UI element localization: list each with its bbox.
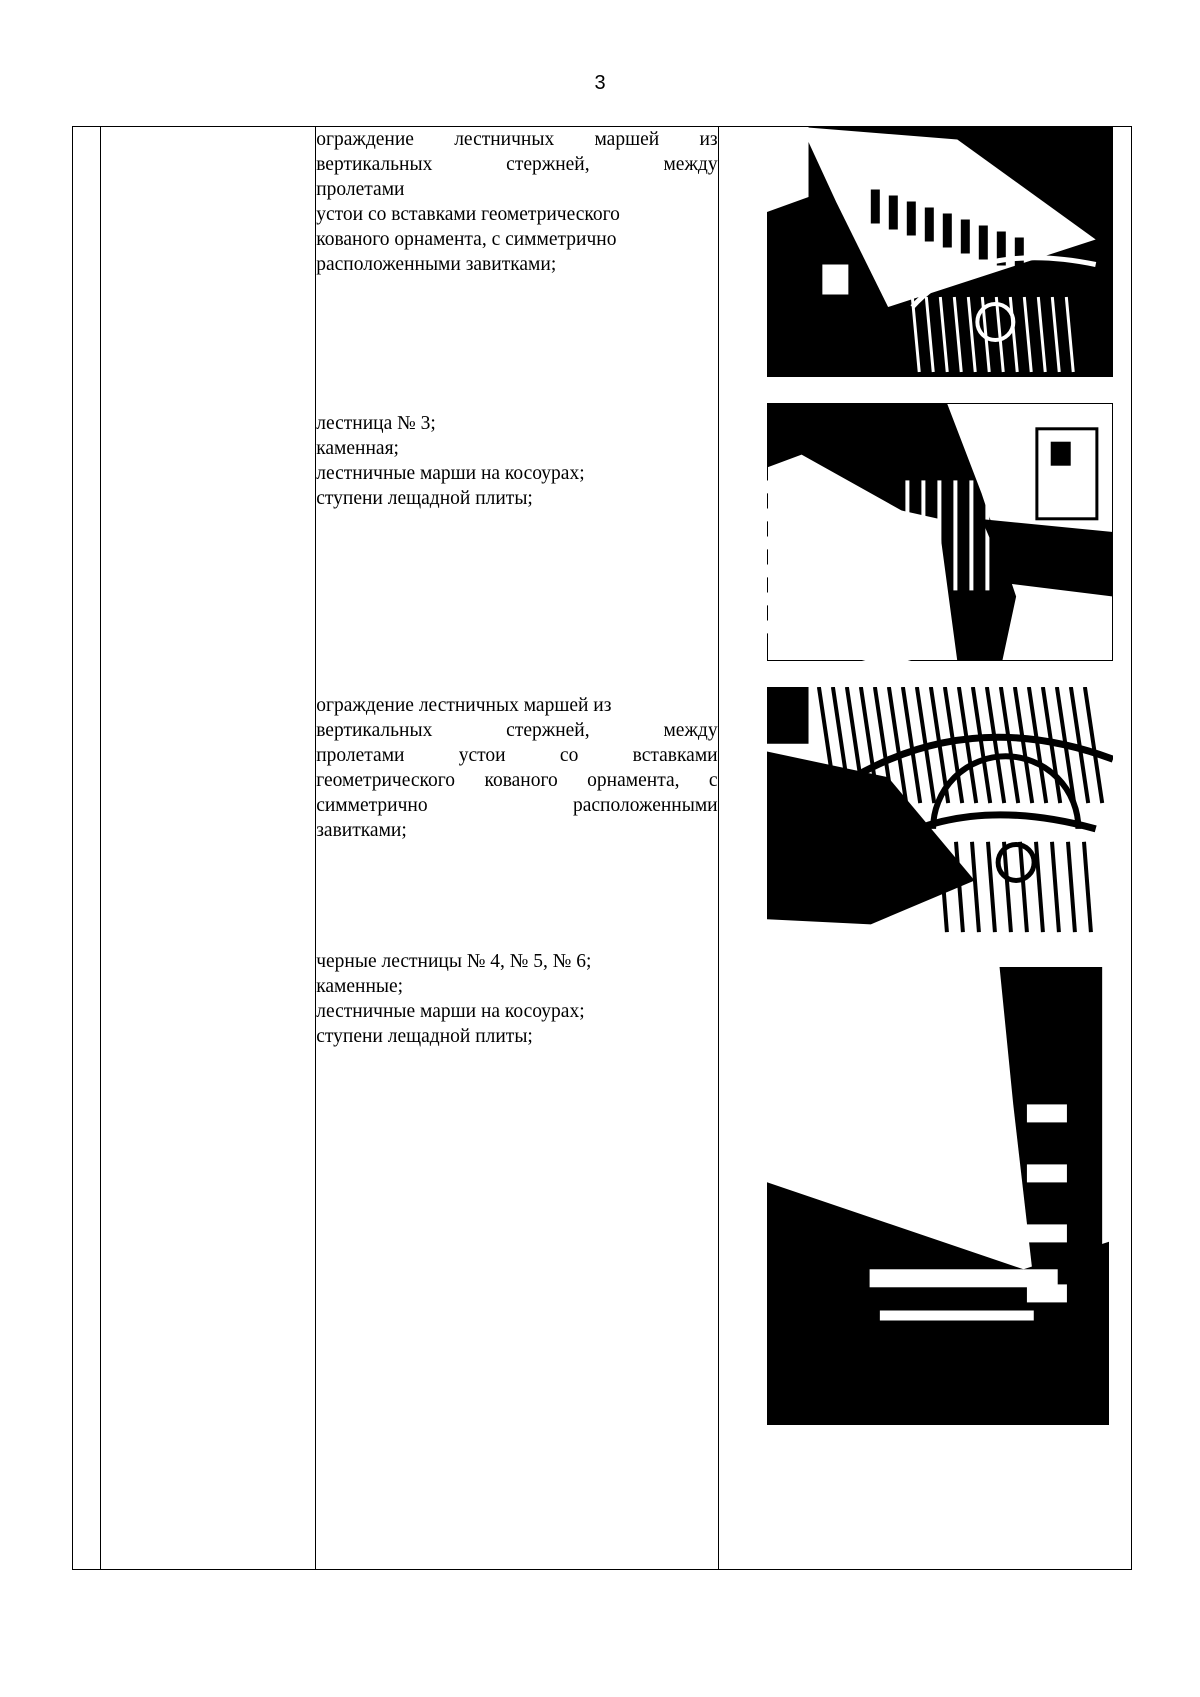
stair-railing-photo-1 [767,127,1113,377]
description-line: ступени лещадной плиты; [316,488,533,509]
object-name-cell [101,127,316,1570]
table-row [73,127,1132,1570]
description-block [316,127,717,277]
description-line: ступени лещадной плиты; [316,1026,533,1047]
description-line: ограждение лестничных маршей из [316,129,718,150]
description-block [316,411,717,511]
description-line: симметрично расположенными [316,795,718,816]
description-line: пролетами [316,179,405,200]
description-line: завитками; [316,820,407,841]
stair-railing-photo-2 [767,687,1113,945]
description-line: расположенными завитками; [316,254,557,275]
description-line: геометрического кованого орнамента, с [316,770,718,791]
description-line: пролетами устои со вставками [316,745,718,766]
description-line: каменная; [316,438,399,459]
photo-cell [718,127,1131,1570]
description-cell [316,127,718,1570]
description-line: черные лестницы № 4, № 5, № 6; [316,951,592,972]
index-cell [73,127,101,1570]
description-line: вертикальных стержней, между [316,154,718,175]
description-line: каменные; [316,976,404,997]
description-line: устои со вставками геометрического [316,204,620,225]
description-line: лестница № 3; [316,413,436,434]
description-line: вертикальных стержней, между [316,720,718,741]
document-table [72,126,1132,1570]
description-line: ограждение лестничных маршей из [316,695,612,716]
description-line: лестничные марши на косоурах; [316,463,585,484]
description-block [316,949,717,1049]
description-line: кованого орнамента, с симметрично [316,229,617,250]
description-block [316,693,717,843]
back-staircases-photo [767,967,1109,1425]
description-line: лестничные марши на косоурах; [316,1001,585,1022]
page-number: 3 [594,72,606,94]
staircase-3-photo [767,403,1113,661]
